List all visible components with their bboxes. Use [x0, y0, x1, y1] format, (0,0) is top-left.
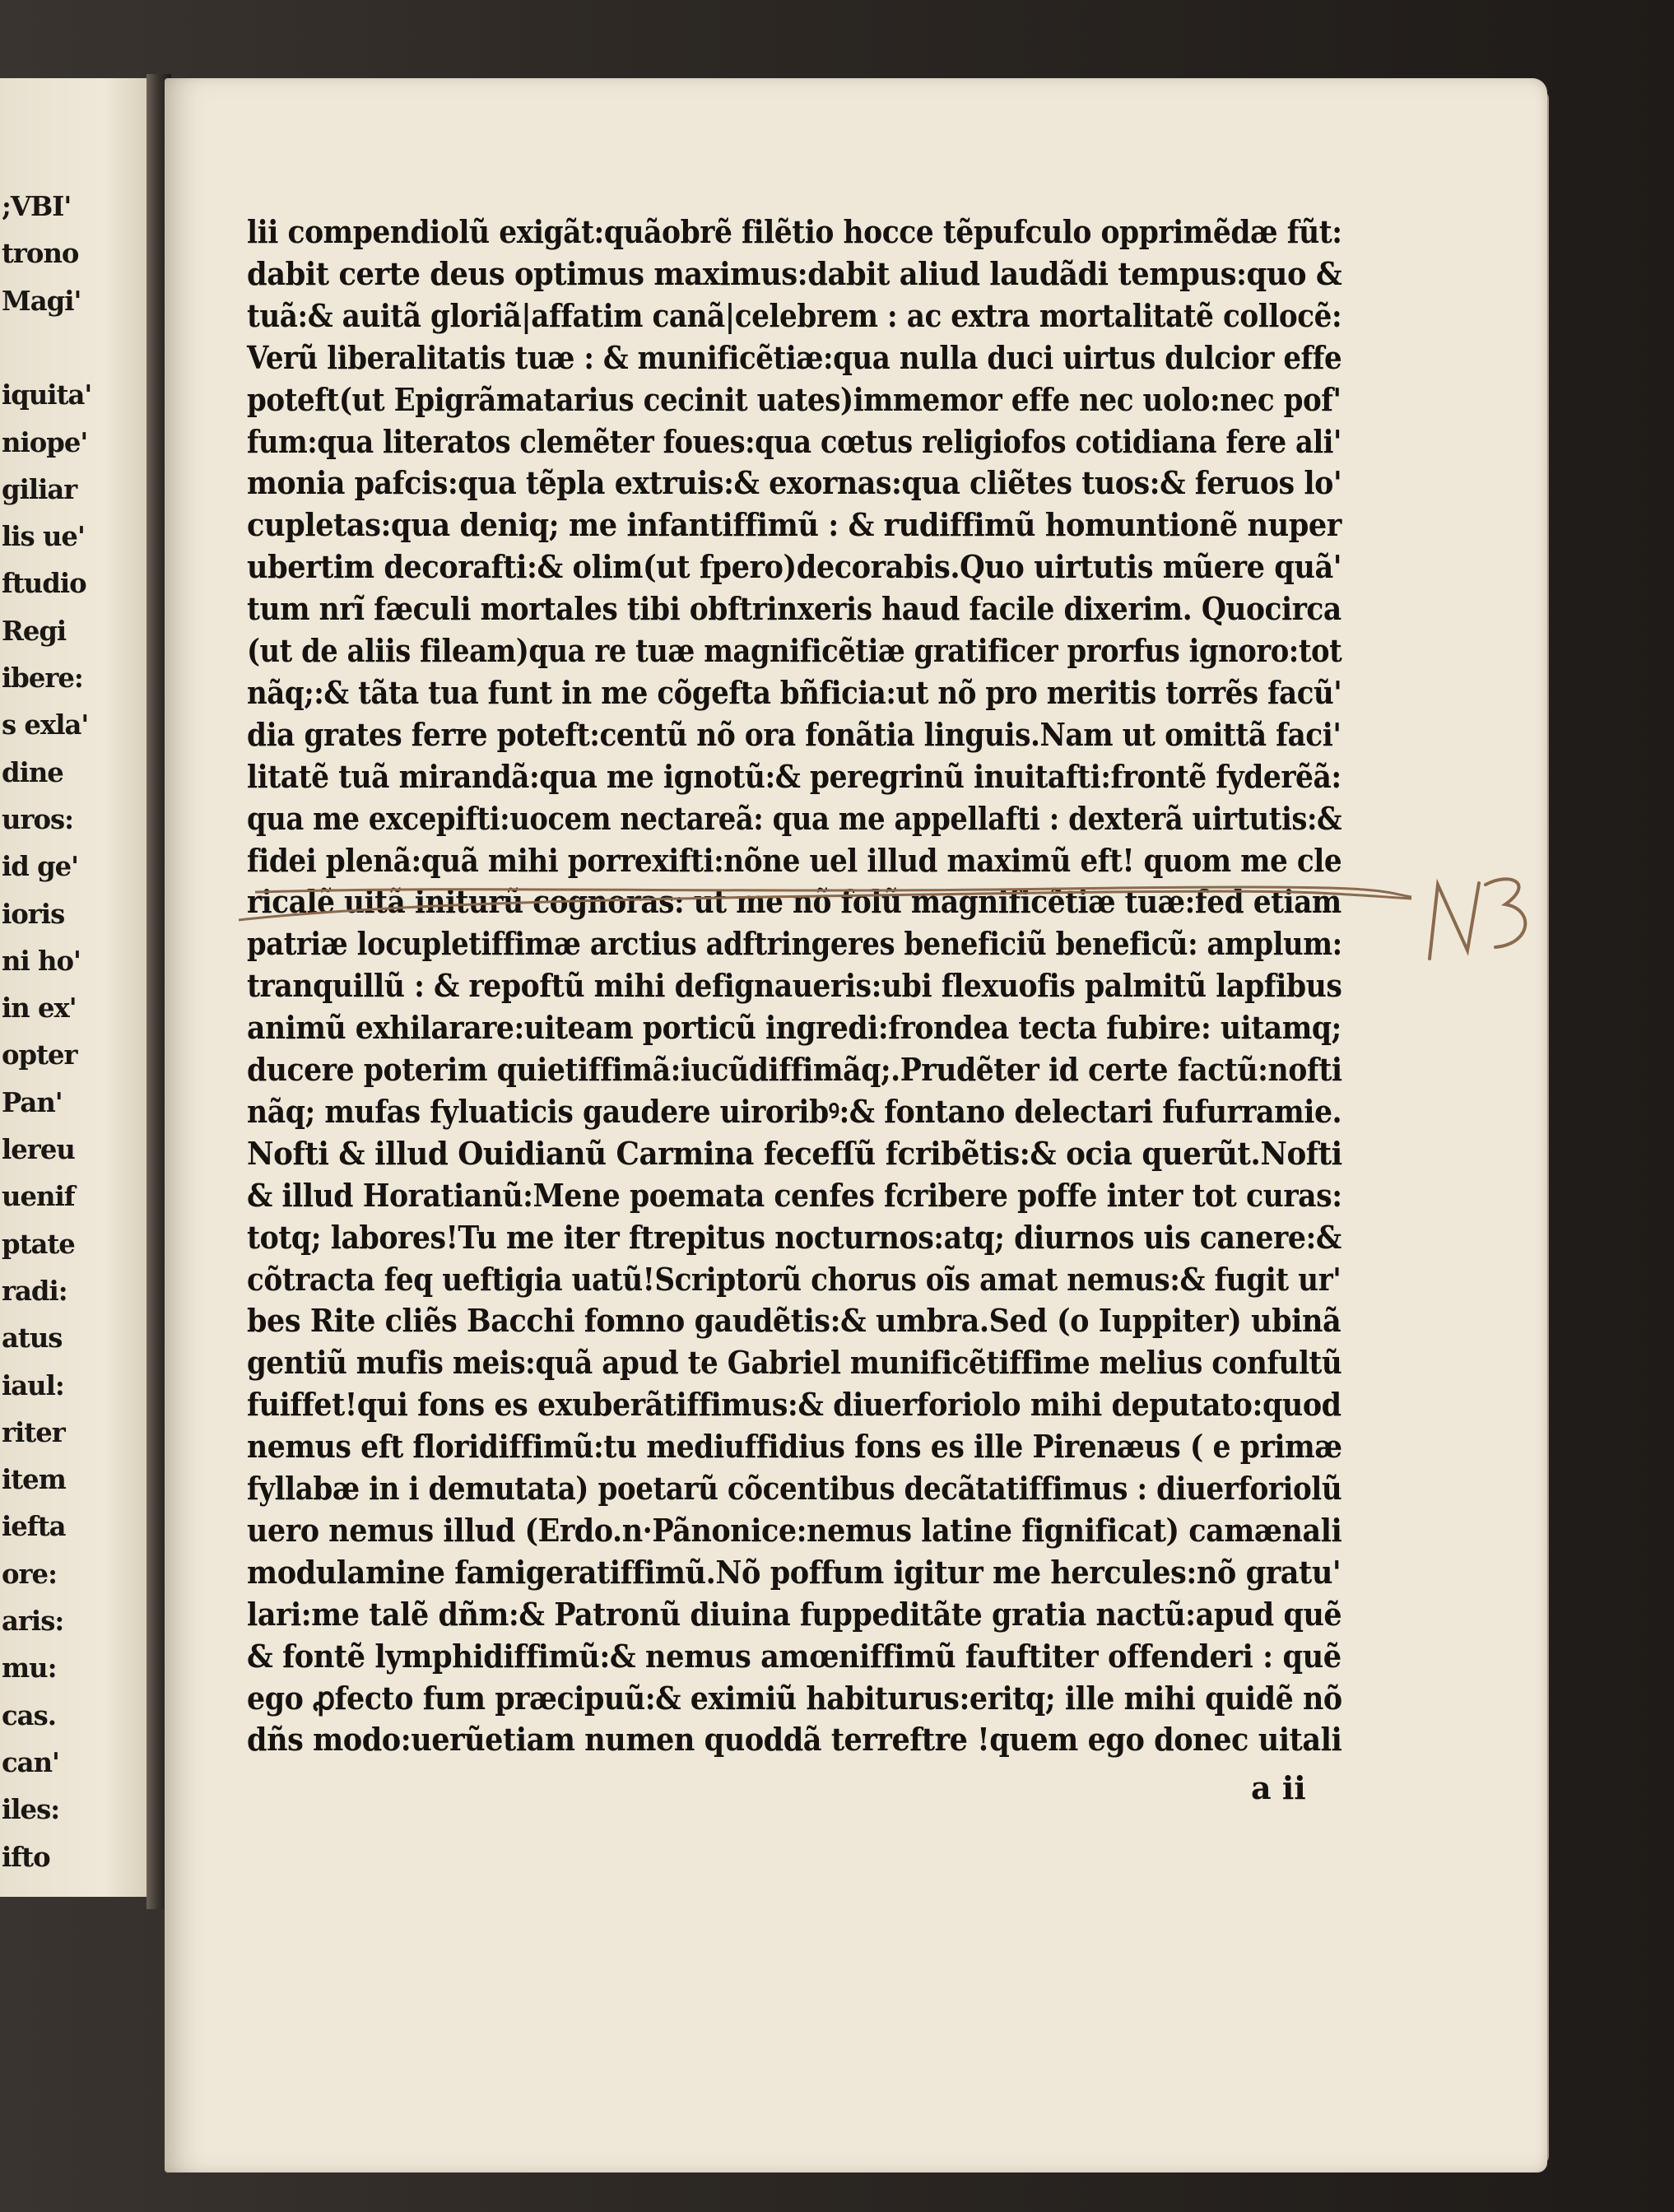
left-page-line: iles: — [2, 1793, 60, 1826]
text-line: nemus eft floridiffimũ:tu mediuffidius fons es ille Pirenæus ( e primæ — [247, 1428, 1342, 1466]
text-line: tranquillũ : & repoftũ mihi defignaueris:ubi flexuofis palmitũ lapfibus — [247, 967, 1342, 1005]
text-line: fuiffet!qui fons es exuberãtiffimus:& diuerforiolo mihi deputato:quod — [247, 1386, 1342, 1424]
left-page-line: trono — [2, 237, 79, 270]
left-page-line: ptate — [2, 1227, 75, 1260]
left-page-line: lereu — [2, 1133, 75, 1165]
left-page-line: ftudio — [2, 567, 86, 600]
left-page-line: aris: — [2, 1605, 64, 1637]
left-page-line: ifto — [2, 1840, 50, 1873]
text-line: animũ exhilarare:uiteam porticũ ingredi:frondea tecta fubire: uitamq; — [247, 1009, 1342, 1047]
left-page-line: uenif — [2, 1180, 75, 1213]
text-line: (ut de aliis fileam)qua re tuæ magnificẽtiæ gratificer prorfus ignoro:tot — [247, 632, 1342, 669]
text-line: patriæ locupletiffimæ arctius adftringeres beneficiũ beneficũ: amplum: — [247, 925, 1342, 963]
text-line: nãq; mufas fyluaticis gaudere uiroribꝰ:& fontano delectari fufurramie. — [247, 1092, 1342, 1130]
left-page-line: can' — [2, 1745, 59, 1778]
left-page-line: iefta — [2, 1510, 66, 1543]
text-line: nãq;:& tãta tua funt in me cõgefta bñficia:ut nõ pro meritis torrẽs facũ' — [247, 673, 1342, 711]
text-line: ducere poterim quietiffimã:iucũdiffimãq;.Prudẽter id certe factũ:nofti — [247, 1051, 1342, 1088]
text-line: ricalẽ uitã initurũ cognoras: ut me nõ folũ magnificẽtiæ tuæ:fed etiam — [247, 883, 1342, 921]
left-page-line: iquita' — [2, 379, 92, 411]
left-page-line: ni ho' — [2, 944, 81, 977]
left-page-line: ibere: — [2, 662, 83, 694]
text-line: Nofti & illud Ouidianũ Carmina fecefſũ fcribẽtis:& ocia querũt.Nofti — [247, 1134, 1342, 1172]
left-page-line: opter — [2, 1039, 77, 1071]
text-line: & fontẽ lymphidiffimũ:& nemus amœniffimũ fauftiter offenderi : quẽ — [247, 1637, 1342, 1675]
text-line: & illud Horatianũ:Mene poemata cenfes fcribere poffe inter tot curas: — [247, 1176, 1342, 1214]
text-line: uero nemus illud (Erdo.n·Pãnonice:nemus latine fignificat) camænali — [247, 1511, 1342, 1549]
text-line: gentiũ mufis meis:quã apud te Gabriel munificẽtiffime melius confultũ — [247, 1344, 1342, 1382]
left-page-line: mu: — [2, 1652, 57, 1685]
margin-note-nb — [1420, 868, 1543, 967]
left-facing-page — [0, 78, 148, 1897]
text-line: poteft(ut Epigrãmatarius cecinit uates)immemor effe nec uolo:nec pof' — [247, 380, 1342, 418]
text-line: ego ꝓfecto fum præcipuũ:& eximiũ habiturus:eritq; ille mihi quidẽ nõ — [247, 1679, 1342, 1717]
left-page-line: s exla' — [2, 709, 89, 741]
left-page-line: id ge' — [2, 850, 79, 883]
text-line: cupletas:qua deniq; me infantiffimũ : & rudiffimũ homuntionẽ nuper — [247, 506, 1342, 544]
left-page-line: item — [2, 1463, 66, 1496]
text-line: lari:me talẽ dñm:& Patronũ diuina fuppeditãte gratia nactũ:apud quẽ — [247, 1595, 1342, 1633]
left-page-line: iaul: — [2, 1369, 64, 1401]
text-line: fyllabæ in i demutata) poetarũ cõcentibus decãtatiffimus : diuerforiolũ — [247, 1470, 1342, 1507]
left-page-line: giliar — [2, 472, 77, 505]
left-page-line: Regi — [2, 614, 67, 647]
left-page-line: dine — [2, 755, 63, 788]
text-line: totq; labores!Tu me iter ftrepitus nocturnos:atq; diurnos uis canere:& — [247, 1218, 1342, 1256]
left-page-line — [2, 331, 143, 365]
text-line: fum:qua literatos clemẽter foues:qua cœtus religiofos cotidiana fere ali' — [247, 422, 1342, 460]
left-page-line: Pan' — [2, 1085, 63, 1118]
text-line: Verũ liberalitatis tuæ : & munificẽtiæ:qua nulla duci uirtus dulcior effe — [247, 338, 1342, 376]
signature-mark: a ii — [1251, 1769, 1306, 1806]
text-line: tuã:& auitã gloriã|affatim canã|celebrem : ac extra mortalitatẽ collocẽ: — [247, 296, 1342, 334]
left-page-line: atus — [2, 1322, 63, 1355]
left-page-line: in ex' — [2, 992, 77, 1025]
left-page-line: radi: — [2, 1274, 67, 1307]
text-line: dñs modo:uerũetiam numen quoddã terreftre !quem ego donec uitali — [247, 1721, 1342, 1759]
left-page-line: niope' — [2, 425, 88, 458]
text-line: monia pafcis:qua tẽpla extruis:& exornas:qua cliẽtes tuos:& feruos lo' — [247, 464, 1342, 502]
left-page-line: uros: — [2, 802, 74, 835]
left-page-line: ore: — [2, 1557, 58, 1590]
left-page-line: ;VBI' — [2, 190, 72, 222]
text-line: litatẽ tuã mirandã:qua me ignotũ:& peregrinũ inuitafti:frontẽ fyderẽã: — [247, 757, 1342, 795]
text-line: cõtracta feq ueftigia uatũ!Scriptorũ chorus oĩs amat nemus:& fugit ur' — [247, 1260, 1342, 1298]
text-line: dia grates ferre poteft:centũ nõ ora fonãtia linguis.Nam ut omittã faci' — [247, 715, 1342, 753]
text-line: dabit certe deus optimus maximus:dabit aliud laudãdi tempus:quo & — [247, 254, 1342, 292]
left-page-line: lis ue' — [2, 520, 85, 553]
left-page-line: riter — [2, 1415, 65, 1448]
text-line: qua me excepifti:uocem nectareã: qua me appellafti : dexterã uirtutis:& — [247, 799, 1342, 837]
text-line: lii compendiolũ exigãt:quãobrẽ filẽtio hocce tẽpufculo opprimẽdæ fũt: — [247, 213, 1342, 250]
text-line: bes Rite cliẽs Bacchi fomno gaudẽtis:& umbra.Sed (o Iuppiter) ubinã — [247, 1302, 1342, 1340]
text-line: tum nrĩ fæculi mortales tibi obftrinxeris haud facile dixerim. Quocirca — [247, 590, 1342, 628]
manuscript-underline — [239, 869, 1416, 927]
left-page-line: cas. — [2, 1698, 56, 1731]
text-line: modulamine famigeratiffimũ.Nõ poffum igitur me hercules:nõ gratu' — [247, 1553, 1342, 1591]
text-line: fidei plenã:quã mihi porrexifti:nõne uel illud maximũ eft! quom me cle — [247, 841, 1342, 879]
left-page-line: ioris — [2, 897, 65, 930]
left-page-line: Magi' — [2, 284, 81, 317]
text-line: ubertim decorafti:& olim(ut fpero)decorabis.Quo uirtutis mũere quã' — [247, 548, 1342, 586]
